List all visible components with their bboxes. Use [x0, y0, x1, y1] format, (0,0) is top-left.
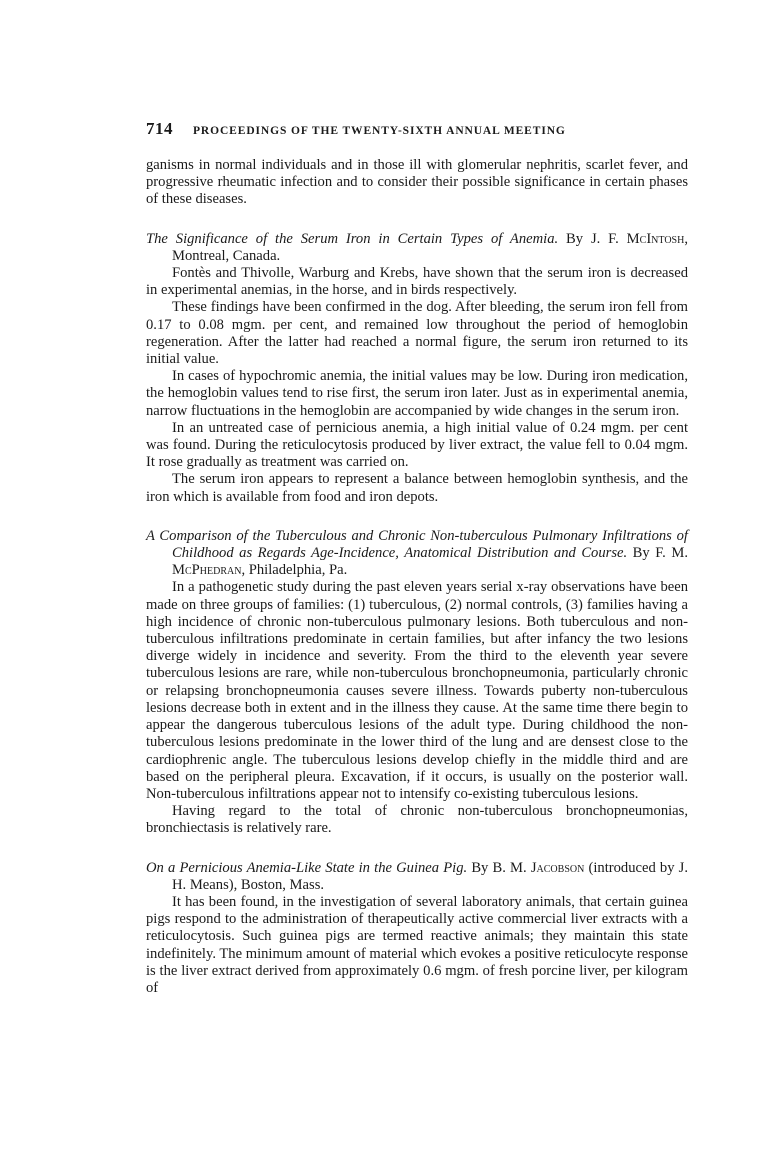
article	[146, 860, 688, 998]
article-by: By F. M.	[632, 545, 688, 562]
article-title: The Significance of the Serum Iron in Certain Types of Anemia.	[146, 230, 559, 247]
article-title: On a Pernicious Anemia-Like State in the Guinea Pig.	[146, 859, 468, 876]
article-affiliation: , Philadelphia, Pa.	[241, 562, 348, 579]
article-by: By J. F.	[566, 230, 619, 247]
article-title-block	[146, 860, 688, 894]
journal-title: PROCEEDINGS OF THE TWENTY-SIXTH ANNUAL MEETING	[193, 125, 566, 137]
article-paragraph: In cases of hypochromic anemia, the initial values may be low. During iron medication, the hemoglobin values tend to rise first, the serum iron later. Just as in experimental anemia, narrow fluctuations in the hemoglobin are accompanied by wide changes in the serum iron.	[146, 368, 688, 419]
continuation-paragraph: ganisms in normal individuals and in those ill with glomerular nephritis, scarlet fever, and progressive rheumatic infection and to consider their possible significance in certain phases of these diseases.	[146, 157, 688, 208]
article-paragraph: These findings have been confirmed in the dog. After bleeding, the serum iron fell from 0.17 to 0.08 mgm. per cent, and remained low throughout the period of hemoglobin regeneration. After the latter had reached a normal figure, the serum iron returned to its initial value.	[146, 299, 688, 368]
article-paragraph: It has been found, in the investigation of several laboratory animals, that certain guinea pigs respond to the administration of therapeutically active commercial liver extracts with a reticulocytosis. Such guinea pigs are termed reactive animals; they maintain this state indefinitely. The minimum amount of material which evokes a positive reticulocyte response is the liver extract derived from approximately 0.6 mgm. of fresh porcine liver, per kilogram of	[146, 893, 688, 996]
running-head	[146, 119, 688, 139]
article-by: By B. M.	[471, 859, 527, 876]
article-title-block	[146, 231, 688, 265]
article-title-block	[146, 528, 688, 580]
article-paragraph: Having regard to the total of chronic non-tuberculous bronchopneumonias, bronchiectasis is relatively rare.	[146, 803, 688, 837]
article	[146, 528, 688, 838]
article-affiliation: , Montreal, Canada.	[172, 230, 688, 264]
article-paragraph: In a pathogenetic study during the past eleven years serial x-ray observations have been made on three groups of families: (1) tuberculous, (2) normal controls, (3) families having a high incidence of chronic non-tuberculous pulmonary lesions. Both tuberculous and non-tuberculous infiltrations predominate in certain families, but after infancy the two lesions diverge widely in incidence and severity. From the third to the eleventh year severe tuberculous lesions are rare, while non-tuberculous bronchopneumonia, particularly chronic or relapsing bronchopneumonia causes severe illness. Towards puberty non-tuberculous lesions decrease both in extent and in the illness they cause. At the same time there begin to appear the dangerous tuberculous lesions of the adult type. During childhood the non-tuberculous lesions predominate in the lower third of the lung and are densest close to the cardiophrenic angle. The tuberculous lesions develop chiefly in the middle third and are based on the peripheral pleura. Excavation, if it occurs, is usually on the posterior wall. Non-tuberculous infiltrations appear not to intensify co-existing tuberculous lesions.	[146, 579, 688, 802]
article-paragraph: The serum iron appears to represent a balance between hemoglobin synthesis, and the iron which is available from food and iron depots.	[146, 471, 688, 505]
page	[146, 119, 688, 997]
page-number: 714	[146, 119, 173, 138]
article-affiliation: (introduced by J. H. Means), Boston, Mass.	[172, 859, 689, 893]
article-author: McIntosh	[626, 230, 685, 247]
article-title: A Comparison of the Tuberculous and Chronic Non-tuberculous Pulmonary Infiltrations of Childhood as Regards Age-Incidence, Anatomical Distribution and Course.	[146, 527, 688, 562]
article-paragraph: Fontès and Thivolle, Warburg and Krebs, have shown that the serum iron is decreased in experimental anemias, in the horse, and in birds respectively.	[146, 265, 688, 299]
article-author: McPhedran	[172, 562, 242, 579]
article-author: Jacobson	[530, 859, 585, 876]
article	[146, 231, 688, 506]
article-paragraph: In an untreated case of pernicious anemia, a high initial value of 0.24 mgm. per cent was found. During the reticulocytosis produced by liver extract, the value fell to 0.04 mgm. It rose gradually as treatment was carried on.	[146, 419, 688, 471]
